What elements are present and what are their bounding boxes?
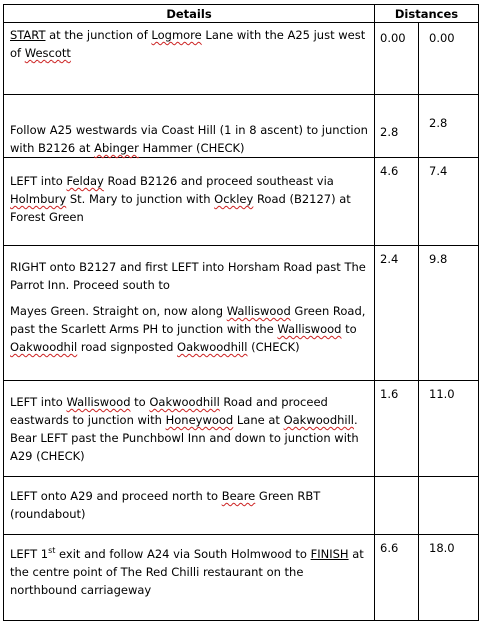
leg-distance-cell bbox=[375, 535, 419, 621]
spellcheck-flagged-word: Holmbury bbox=[10, 192, 67, 206]
leg-distance-cell bbox=[375, 23, 419, 95]
leg-distance: 0.00 bbox=[380, 31, 406, 45]
details-text bbox=[10, 121, 368, 157]
distances-header: Distances bbox=[375, 5, 479, 23]
table-row bbox=[4, 246, 479, 381]
text-run: St. Mary to junction with bbox=[66, 192, 215, 206]
spellcheck-flagged-word: Ockley bbox=[214, 192, 254, 206]
table-row bbox=[4, 158, 479, 246]
table-row bbox=[4, 381, 479, 477]
text-run: Road and proceed eastwards to junction with bbox=[10, 395, 328, 427]
table-header-row bbox=[4, 5, 479, 23]
text-run: RIGHT onto B2127 and first LEFT into Horsham Road past The Parrot Inn. Proceed south to bbox=[10, 260, 366, 292]
text-run: at the centre point of The Red Chilli restaurant on the northbound carriageway bbox=[10, 547, 364, 597]
text-run: to bbox=[341, 322, 357, 336]
spellcheck-flagged-word: Beare bbox=[221, 489, 256, 503]
cumulative-distance: 7.4 bbox=[429, 164, 448, 178]
cumulative-distance: 11.0 bbox=[429, 387, 455, 401]
leg-distance: 6.6 bbox=[380, 541, 399, 555]
leg-distance-cell bbox=[375, 246, 419, 381]
details-cell bbox=[4, 381, 375, 477]
details-text bbox=[10, 258, 368, 294]
text-run: at the junction of bbox=[45, 28, 152, 42]
spellcheck-flagged-word: Abinger bbox=[94, 141, 139, 155]
cumulative-distance: 2.8 bbox=[429, 116, 448, 130]
details-text bbox=[10, 545, 368, 599]
details-cell bbox=[4, 95, 375, 158]
cumulative-distance-cell bbox=[419, 158, 479, 246]
route-distances-table bbox=[3, 4, 479, 621]
superscript-text: st bbox=[48, 546, 56, 556]
leg-distance-cell bbox=[375, 381, 419, 477]
text-run: road signposted bbox=[77, 340, 178, 354]
spellcheck-flagged-word: Oakwoodhill bbox=[149, 395, 220, 409]
leg-distance: 2.8 bbox=[380, 125, 399, 139]
text-run: Road B2126 and proceed southeast via bbox=[103, 174, 334, 188]
details-text bbox=[10, 487, 368, 523]
details-text bbox=[10, 26, 368, 62]
leg-distance-cell bbox=[375, 477, 419, 535]
spellcheck-flagged-word: Walliswood bbox=[66, 395, 131, 409]
text-run: LEFT 1 bbox=[10, 547, 49, 561]
text-run: Lane with the A25 just west of bbox=[10, 28, 366, 60]
text-run: LEFT into bbox=[10, 174, 67, 188]
spellcheck-flagged-word: Oakwoodhill bbox=[177, 340, 248, 354]
leg-distance: 2.4 bbox=[380, 252, 399, 266]
details-cell bbox=[4, 246, 375, 381]
text-run: Green Road, past the Scarlett Arms PH to junction with the bbox=[10, 304, 366, 336]
underlined-text: FINISH bbox=[310, 547, 349, 561]
details-cell bbox=[4, 477, 375, 535]
underlined-text: START bbox=[10, 28, 46, 42]
leg-distance-cell bbox=[375, 95, 419, 158]
spellcheck-flagged-word: Logmore bbox=[151, 28, 202, 42]
cumulative-distance-cell bbox=[419, 477, 479, 535]
table-row bbox=[4, 23, 479, 95]
cumulative-distance-cell bbox=[419, 95, 479, 158]
spellcheck-flagged-word: Wescott bbox=[24, 46, 71, 60]
table-row bbox=[4, 95, 479, 158]
text-run: LEFT onto A29 and proceed north to bbox=[10, 489, 222, 503]
text-run: (CHECK) bbox=[247, 340, 300, 354]
cumulative-distance: 18.0 bbox=[429, 541, 455, 555]
text-run: Lane at bbox=[233, 413, 284, 427]
details-cell bbox=[4, 158, 375, 246]
text-run: Mayes Green. Straight on, now along bbox=[10, 304, 227, 318]
text-run: Hammer (CHECK) bbox=[138, 141, 245, 155]
spellcheck-flagged-word: Walliswood bbox=[226, 304, 291, 318]
cumulative-distance-cell bbox=[419, 381, 479, 477]
details-cell bbox=[4, 23, 375, 95]
spellcheck-flagged-word: Walliswood bbox=[277, 322, 342, 336]
spellcheck-flagged-word: Oakwoodhill bbox=[283, 413, 354, 427]
details-text-continued bbox=[10, 302, 368, 356]
text-run: . Bear LEFT past the Punchbowl Inn and down to junction with A29 (CHECK) bbox=[10, 413, 359, 463]
details-text bbox=[10, 393, 368, 465]
text-run: LEFT into bbox=[10, 395, 67, 409]
details-cell bbox=[4, 535, 375, 621]
cumulative-distance: 0.00 bbox=[429, 31, 455, 45]
cumulative-distance-cell bbox=[419, 246, 479, 381]
text-run: to bbox=[130, 395, 150, 409]
leg-distance: 4.6 bbox=[380, 164, 399, 178]
cumulative-distance: 9.8 bbox=[429, 252, 448, 266]
table-row bbox=[4, 477, 479, 535]
text-run: Green RBT (roundabout) bbox=[10, 489, 321, 521]
spellcheck-flagged-word: Oakwoodhil bbox=[10, 340, 78, 354]
leg-distance: 1.6 bbox=[380, 387, 399, 401]
spellcheck-flagged-word: Felday bbox=[66, 174, 104, 188]
table-row bbox=[4, 535, 479, 621]
details-text bbox=[10, 172, 368, 226]
spellcheck-flagged-word: Honeywood bbox=[165, 413, 234, 427]
text-run: Follow A25 westwards via Coast Hill (1 in 8 ascent) to junction with B2126 at bbox=[10, 123, 368, 155]
cumulative-distance-cell bbox=[419, 23, 479, 95]
details-header: Details bbox=[4, 5, 375, 23]
text-run: Road (B2127) at Forest Green bbox=[10, 192, 351, 224]
text-run: exit and follow A24 via South Holmwood to bbox=[55, 547, 311, 561]
cumulative-distance-cell bbox=[419, 535, 479, 621]
leg-distance-cell bbox=[375, 158, 419, 246]
